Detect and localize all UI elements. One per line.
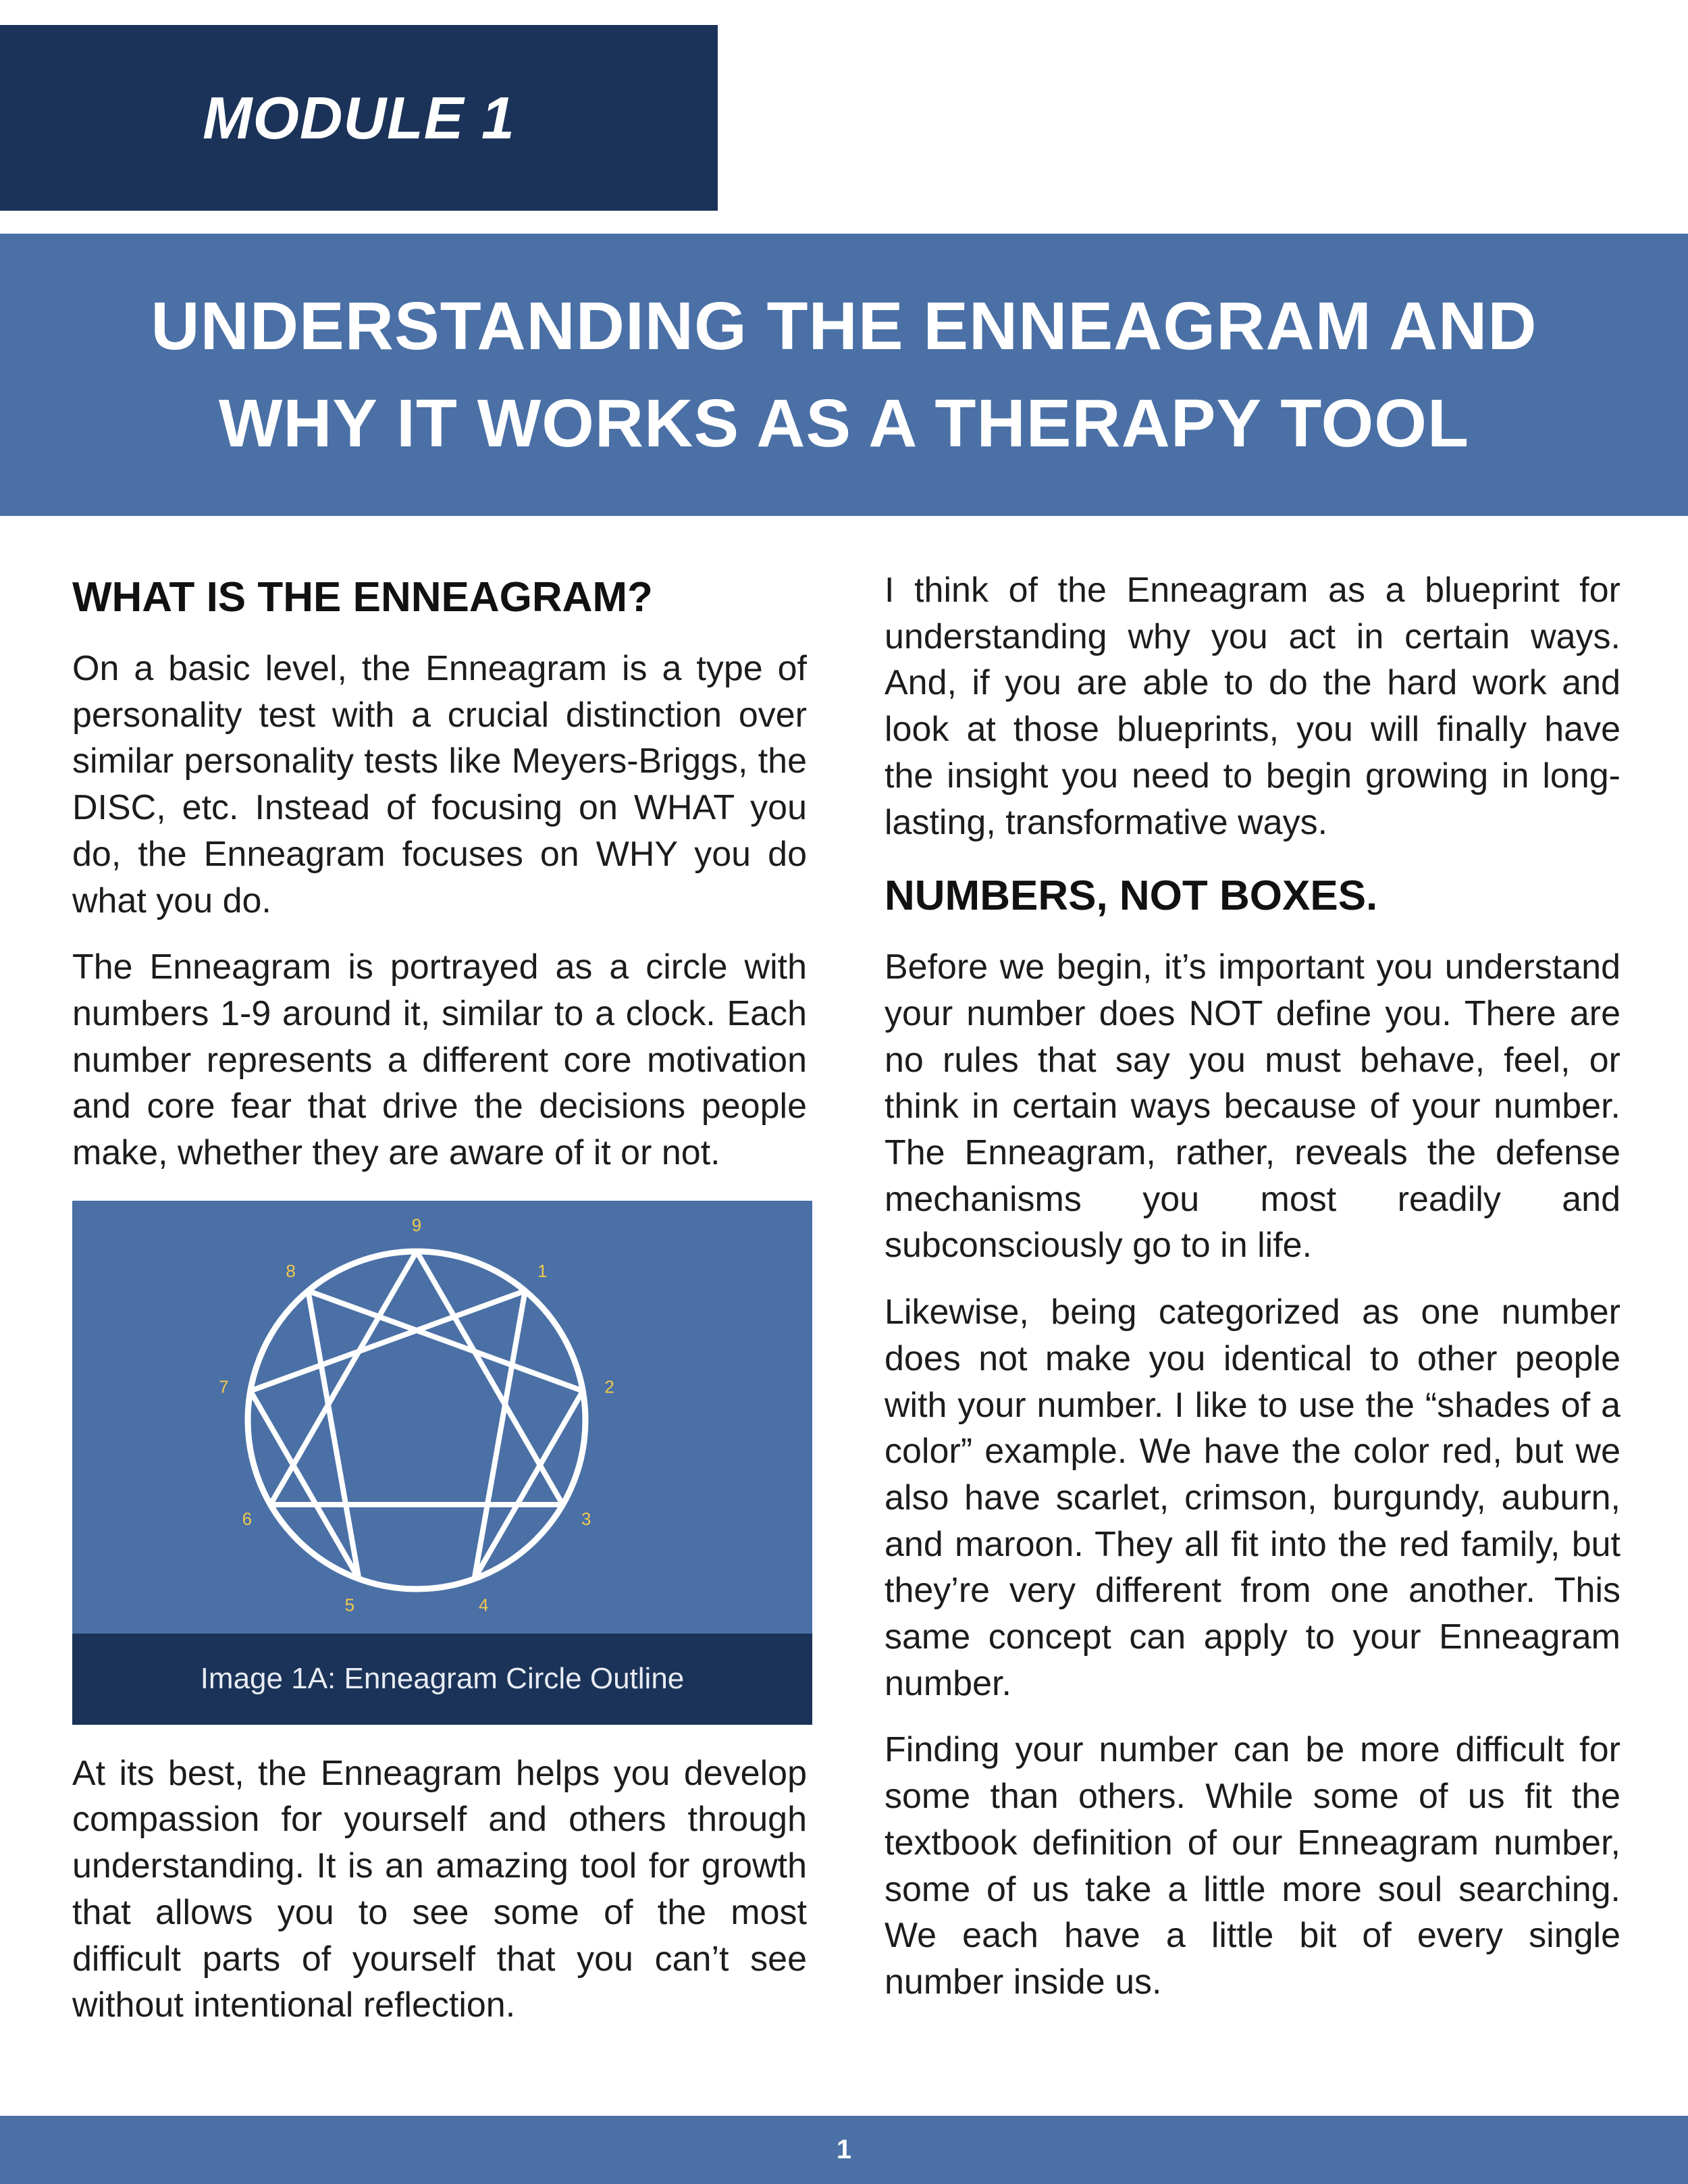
left-column [72,567,807,2029]
enneagram-number-label: 5 [344,1594,355,1615]
enneagram-number-label: 7 [219,1376,229,1397]
enneagram-number-label: 3 [581,1508,591,1529]
enneagram-figure [72,1201,812,1725]
figure-caption: Image 1A: Enneagram Circle Outline [72,1634,812,1725]
footer-page-number: 1 [0,2116,1688,2184]
enneagram-number-label: 9 [411,1214,422,1235]
enneagram-circle [248,1251,585,1589]
enneagram-diagram [72,1201,812,1634]
paragraph: The Enneagram is portrayed as a circle with numbers 1-9 around it, similar to a clock. Each number represents a different core motivation and core fear that drive the decisions people make, whether they are aware of it or not. [72,947,807,1173]
paragraph: Before we begin, it’s important you understand your number does NOT define you. There are no rules that say you must behave, feel, or think in certain ways because of your number. The Enneagram, rather, reveals the defense mechanisms you most readily and subconsciously go to in life. [885,947,1620,1266]
title-line-2: WHY IT WORKS AS A THERAPY TOOL [218,386,1470,461]
paragraph: I think of the Enneagram as a blueprint for understanding why you act in certain ways. And, if you are able to do the hard work and look at those blueprints, you will finally have the insight you need to begin growing in long-lasting, transformative ways. [885,571,1620,842]
paragraph: Finding your number can be more difficult for some than others. While some of us fit the textbook definition of our Enneagram number, some of us take a little more soul searching. We each have a little bit of every single number inside us. [885,1730,1620,2002]
section-heading-numbers: NUMBERS, NOT BOXES. [885,873,1378,920]
section-heading-what-is: WHAT IS THE ENNEAGRAM? [72,574,653,621]
enneagram-number-label: 8 [286,1260,296,1281]
page-title [0,234,1688,516]
enneagram-number-label: 2 [604,1376,614,1397]
paragraph: At its best, the Enneagram helps you develop compassion for yourself and others through understanding. It is an amazing tool for growth that allows you to see some of the most difficult parts of yourself that you can’t see without intentional reflection. [72,1753,807,2025]
enneagram-number-label: 4 [478,1594,489,1615]
module-label: MODULE 1 [0,25,718,211]
paragraph: Likewise, being categorized as one number does not make you identical to other people with your number. I like to use the “shades of a color” example. We have the color red, but we also have scarlet, crimson, burgundy, auburn, and maroon. They all fit into the red family, but they’re very different from one another. This same concept can apply to your Enneagram number. [885,1293,1620,1703]
title-line-1: UNDERSTANDING THE ENNEAGRAM AND [151,288,1537,364]
enneagram-number-label: 6 [242,1508,253,1529]
right-column [885,567,1620,2006]
enneagram-hexad [250,1291,583,1578]
enneagram-number-label: 1 [537,1260,548,1281]
paragraph: On a basic level, the Enneagram is a type of personality test with a crucial distinction over similar personality tests like Meyers-Briggs, the DISC, etc. Instead of focusing on WHAT you do, the Enneagram focuses on WHY you do what you do. [72,649,807,920]
